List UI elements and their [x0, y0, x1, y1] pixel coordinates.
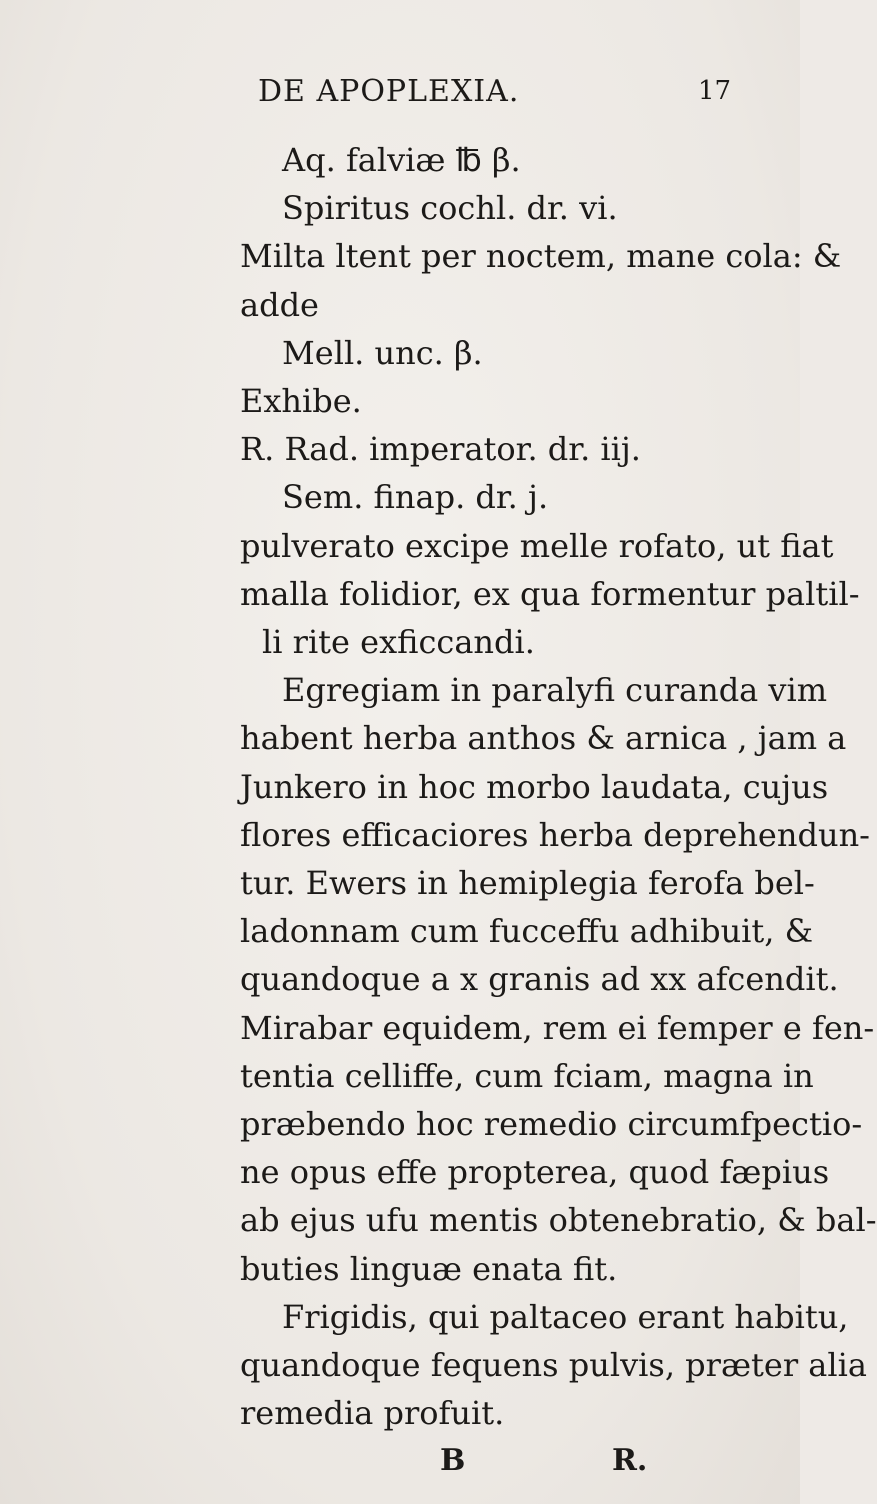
text-line: Aq. falviæ ℔ β.	[282, 141, 521, 179]
text-line: R. Rad. imperator. dr. iij.	[240, 430, 641, 469]
text-line: ab ejus ufu mentis obtenebratio, & bal-	[240, 1201, 877, 1240]
text-line: pulverato excipe melle rofato, ut fiat	[240, 526, 834, 565]
text-line: habent herba anthos & arnica , jam a	[240, 719, 847, 758]
text-line: Exhibe.	[240, 382, 362, 420]
running-head: DE APOPLEXIA.	[258, 74, 520, 109]
text-line: tentia celliffe, cum fciam, magna in	[240, 1056, 814, 1095]
text-line: Frigidis, qui paltaceo erant habitu,	[282, 1297, 849, 1336]
text-line: remedia profuit.	[240, 1394, 505, 1433]
signature-mark: B	[440, 1443, 466, 1479]
catchword: R.	[612, 1443, 648, 1479]
text-line: malla folidior, ex qua formentur paltil-	[240, 574, 860, 613]
text-line: Spiritus cochl. dr. vi.	[282, 189, 618, 228]
text-line: ne opus effe propterea, quod fæpius	[240, 1153, 830, 1192]
text-line: flores efficaciores herba deprehendun-	[240, 815, 870, 854]
text-line: adde	[240, 285, 319, 324]
page-number: 17	[698, 76, 732, 106]
text-line: Mirabar equidem, rem ei femper e fen-	[240, 1008, 875, 1047]
text-line: quandoque fequens pulvis, præter alia	[240, 1346, 867, 1384]
text-line: tur. Ewers in hemiplegia ferofa bel-	[240, 864, 815, 902]
text-line: Milta ltent per noctem, mane cola: &	[240, 237, 842, 276]
text-line: li rite exficcandi.	[262, 623, 535, 661]
text-line: quandoque a x granis ad xx afcendit.	[240, 960, 839, 999]
text-line: Junkero in hoc morbo laudata, cujus	[240, 767, 829, 806]
text-line: Sem. finap. dr. j.	[282, 478, 549, 517]
page-header	[0, 74, 800, 114]
text-line: Mell. unc. β.	[282, 333, 483, 372]
text-line: buties linguæ enata fit.	[240, 1249, 618, 1288]
text-line: ladonnam cum fucceffu adhibuit, &	[240, 912, 814, 951]
text-line: præbendo hoc remedio circumfpectio-	[240, 1105, 863, 1143]
text-line: Egregiam in paralyfi curanda vim	[282, 671, 828, 710]
